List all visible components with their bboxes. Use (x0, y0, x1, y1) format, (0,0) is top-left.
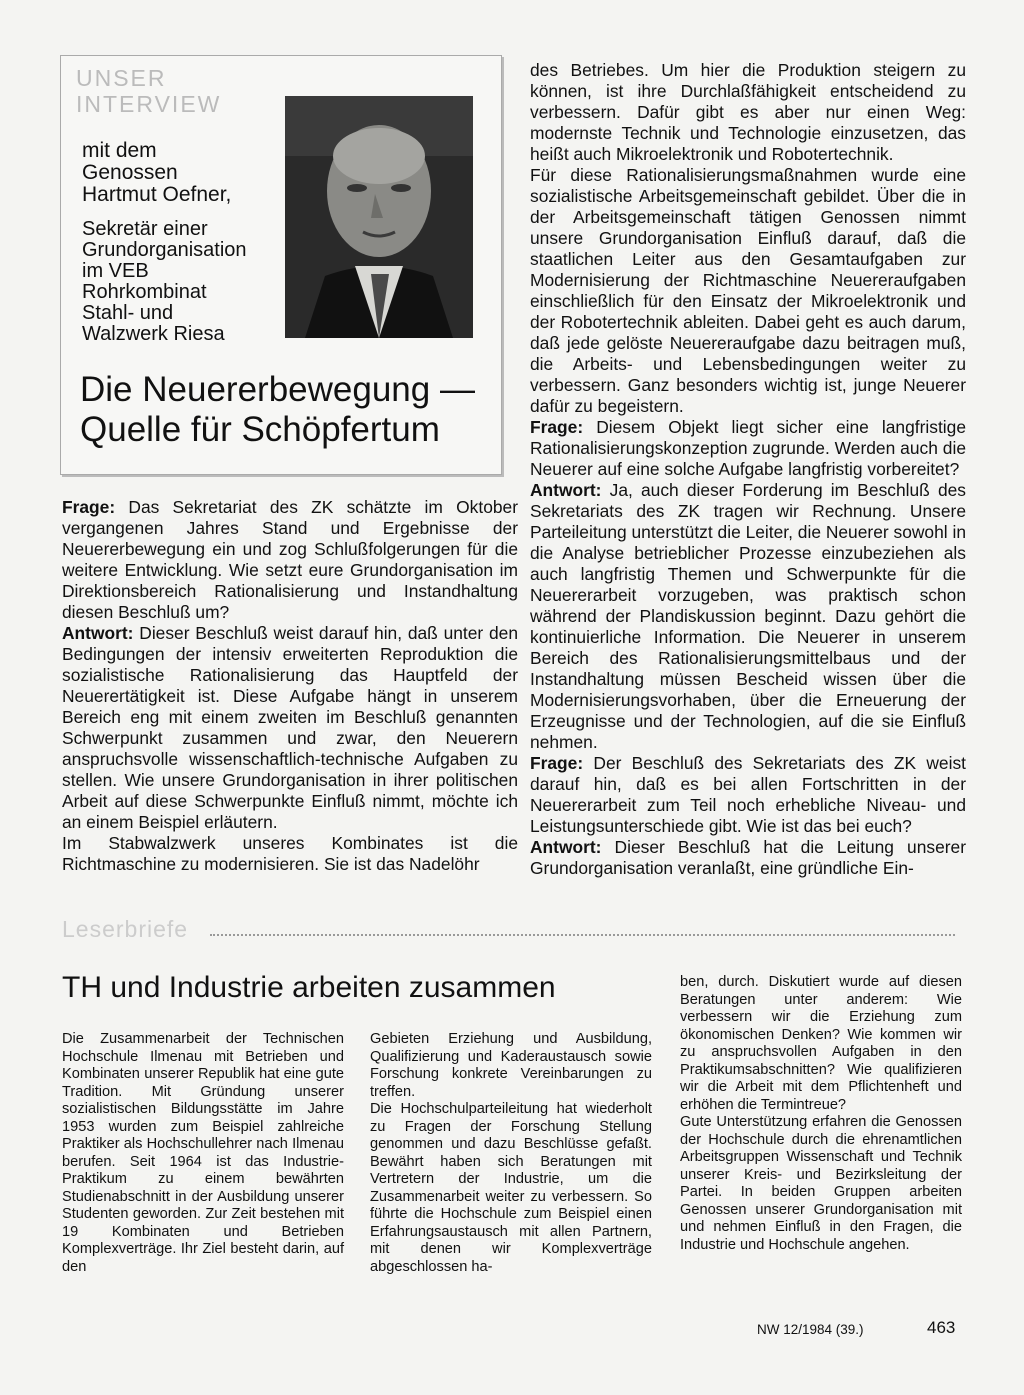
paragraph: Die Hochschulparteileitung hat wiederholt zu Fragen der Forschung Stellung genommen und dazu Beschlüsse gefaßt. Bewährt haben sich Beratungen mit Vertretern der Industrie, um die Zusammenarbeit weiter zu verbessern. So führte die Hochschule zum Beispiel einen Erfahrungsaustausch mit allen Partnern, mit denen wir Komplexverträge abgeschlossen ha- (370, 1101, 652, 1275)
body-column-1 (62, 497, 518, 875)
question-label: Frage: (530, 417, 584, 437)
paragraph-text: Ja, auch dieser Forderung im Beschluß des Sekretariats des ZK tragen wir Rechnung. Unsere Parteileitung unterstützt die Leiter, die Neuerer sowohl in die Analyse betrieblicher Prozesse einzubeziehen als auch langfristig Themen und Schwerpunkte für die Neuererarbeit vorzugeben, was praktisch schon während der Plandiskussion beginnt. Dazu gehört die kontinuierliche Information. Die Neuerer in unserem Bereich des Rationalisierungsmittelbaus und der Instandhaltung müssen Bescheid wissen über die Modernisierungsvorhaben, über die Erneuerung der Erzeugnisse und der Technologien, auf die sie Einfluß nehmen. (530, 480, 966, 752)
subtitle-line: Walzwerk Riesa (82, 323, 225, 345)
section-divider (210, 934, 955, 936)
question-label: Frage: (62, 497, 116, 517)
answer-label: Antwort: (530, 480, 602, 500)
paragraph (530, 837, 966, 879)
intro-line: mit dem (82, 139, 157, 162)
paragraph (530, 753, 966, 837)
body-column-2 (530, 60, 966, 879)
question-label: Frage: (530, 753, 584, 773)
intro-line: Hartmut Oefner, (82, 183, 232, 206)
answer-label: Antwort: (62, 623, 134, 643)
paragraph-text: Diesem Objekt liegt sicher eine langfristige Rationalisierungskonzeption zugrunde. Werden auch die Neuerer auf eine solche Aufgabe langfristig vorbereitet? (530, 417, 966, 479)
subtitle-line: Sekretär einer (82, 218, 208, 240)
article-title: TH und Industrie arbeiten zusammen (62, 971, 556, 1004)
portrait-photo (285, 96, 473, 338)
paragraph-text: Für diese Rationalisierungsmaßnahmen wurde eine sozialistische Arbeitsgemeinschaft gebildet. Über die in der Arbeitsgemeinschaft tätigen Genossen nimmt unsere Grundorganisation Einfluß darauf, daß die staatlichen Leiter aus den Gesamtaufgaben zur Modernisierung der Richtmaschine Neuereraufgaben einschließlich für den Einsatz der Mikroelektronik und der Robotertechnik ableiten. Dabei geht es auch darum, daß jede gelöste Neuereraufgabe dazu beitragen muß, die Arbeits- und Lebensbedingungen weiter zu verbessern. Ganz besonders wichtig ist, junge Neuerer dafür zu begeistern. (530, 165, 966, 416)
paragraph (530, 60, 966, 165)
answer-label: Antwort: (530, 837, 602, 857)
headline-line: Die Neuererbewegung — (80, 370, 475, 409)
section-label: Leserbriefe (62, 916, 189, 942)
subtitle-line: im VEB (82, 260, 149, 282)
paragraph-text: Das Sekretariat des ZK schätzte im Oktober vergangenen Jahres Stand und Ergebnisse der Neuererbewegung ein und zog Schlußfolgerungen für die weitere Entwicklung. Wie setzt eure Grundorganisation im Direktionsbereich Rationalisierung und Instandhaltung diesen Beschluß um? (62, 497, 518, 622)
rubric-unser: UNSER (76, 65, 167, 91)
paragraph: Gute Unterstützung erfahren die Genossen der Hochschule durch die ehrenamtlichen Arbeitsgruppen Wissenschaft und Technik unserer Kreis- und Bezirksleitung der Partei. In beiden Gruppen arbeiten Genossen unserer Grundorganisation mit und nehmen Einfluß in den Fragen, die Industrie und Hochschule angehen. (680, 1114, 962, 1253)
paragraph-text: Dieser Beschluß weist darauf hin, daß unter den Bedingungen der intensiv erweiterten Reproduktion die sozialistische Rationalisierung das Hauptfeld der Neuerertätigkeit ist. Diese Aufgabe hängt in unserem Bereich eng mit einem zweiten im Beschluß genannten Schwerpunkt zusammen und zwar, den Neuerern anspruchsvolle wissenschaftlich-technische Aufgaben zu stellen. Wie unsere Grundorganisation in ihrer politischen Arbeit auf diese Schwerpunkte Einfluß nimmt, möchte ich an einem Beispiel erläutern. (62, 623, 518, 832)
issue-reference: NW 12/1984 (39.) (757, 1322, 864, 1337)
letter-column-1 (62, 1031, 344, 1276)
paragraph-text: des Betriebes. Um hier die Produktion steigern zu können, ist ihre Durchlaßfähigkeit entscheidend zu verbessern. Dafür gibt es aber nur einen Weg: modernste Technik und Technologie einzusetzen, das heißt auch Mikroelektronik und Robotertechnik. (530, 60, 966, 164)
paragraph (530, 417, 966, 480)
letter-column-3 (680, 974, 962, 1254)
paragraph (530, 165, 966, 417)
paragraph (530, 480, 966, 753)
subtitle-line: Grundorganisation (82, 239, 247, 261)
rubric-interview: INTERVIEW (76, 91, 222, 117)
headline-line: Quelle für Schöpfertum (80, 410, 440, 449)
subtitle-line: Stahl- und (82, 302, 174, 324)
paragraph: ben, durch. Diskutiert wurde auf diesen Beratungen unter anderem: Wie verbessern wir die Erziehung zum ökonomischen Denken? Wie kommen wir zu anspruchsvollen Aufgaben in den Praktikumsabschnitten? Wie qualifizieren wir die Arbeit mit dem Pflichtenheft und erhöhen die Termintreue? (680, 974, 962, 1113)
interview-headline (80, 370, 500, 450)
paragraph: Die Zusammenarbeit der Technischen Hochschule Ilmenau mit Betrieben und Kombinaten unserer Republik hat eine gute Tradition. Mit Gründung unserer sozialistischen Bildungsstätte im Jahre 1953 wurden zum Beispiel zahlreiche Praktiker als Hochschullehrer nach Ilmenau berufen. Seit 1964 ist das Industrie-Praktikum zu einem bewährten Studienabschnitt in der Ausbildung unserer Studenten geworden. Zur Zeit bestehen mit 19 Kombinaten und Betrieben Komplexverträge. Ihr Ziel besteht darin, auf den (62, 1031, 344, 1275)
paragraph (62, 623, 518, 833)
letter-column-2 (370, 1031, 652, 1276)
paragraph: Gebieten Erziehung und Ausbildung, Qualifizierung und Kaderaustausch sowie Forschung konkrete Vereinbarungen zu treffen. (370, 1031, 652, 1100)
paragraph-text: Der Beschluß des Sekretariats des ZK weist darauf hin, daß es bei allen Fortschritten in der Neuererarbeit zum Teil noch erhebliche Niveau- und Leistungsunterschiede gibt. Wie ist das bei euch? (530, 753, 966, 836)
paragraph-text: Dieser Beschluß hat die Leitung unserer Grundorganisation veranlaßt, eine gründliche Ein- (530, 837, 966, 878)
intro-line: Genossen (82, 161, 178, 184)
paragraph (62, 497, 518, 623)
paragraph-text: Im Stabwalzwerk unseres Kombinates ist die Richtmaschine zu modernisieren. Sie ist das Nadelöhr (62, 833, 518, 874)
page-number: 463 (927, 1318, 956, 1337)
paragraph (62, 833, 518, 875)
subtitle-line: Rohrkombinat (82, 281, 207, 303)
